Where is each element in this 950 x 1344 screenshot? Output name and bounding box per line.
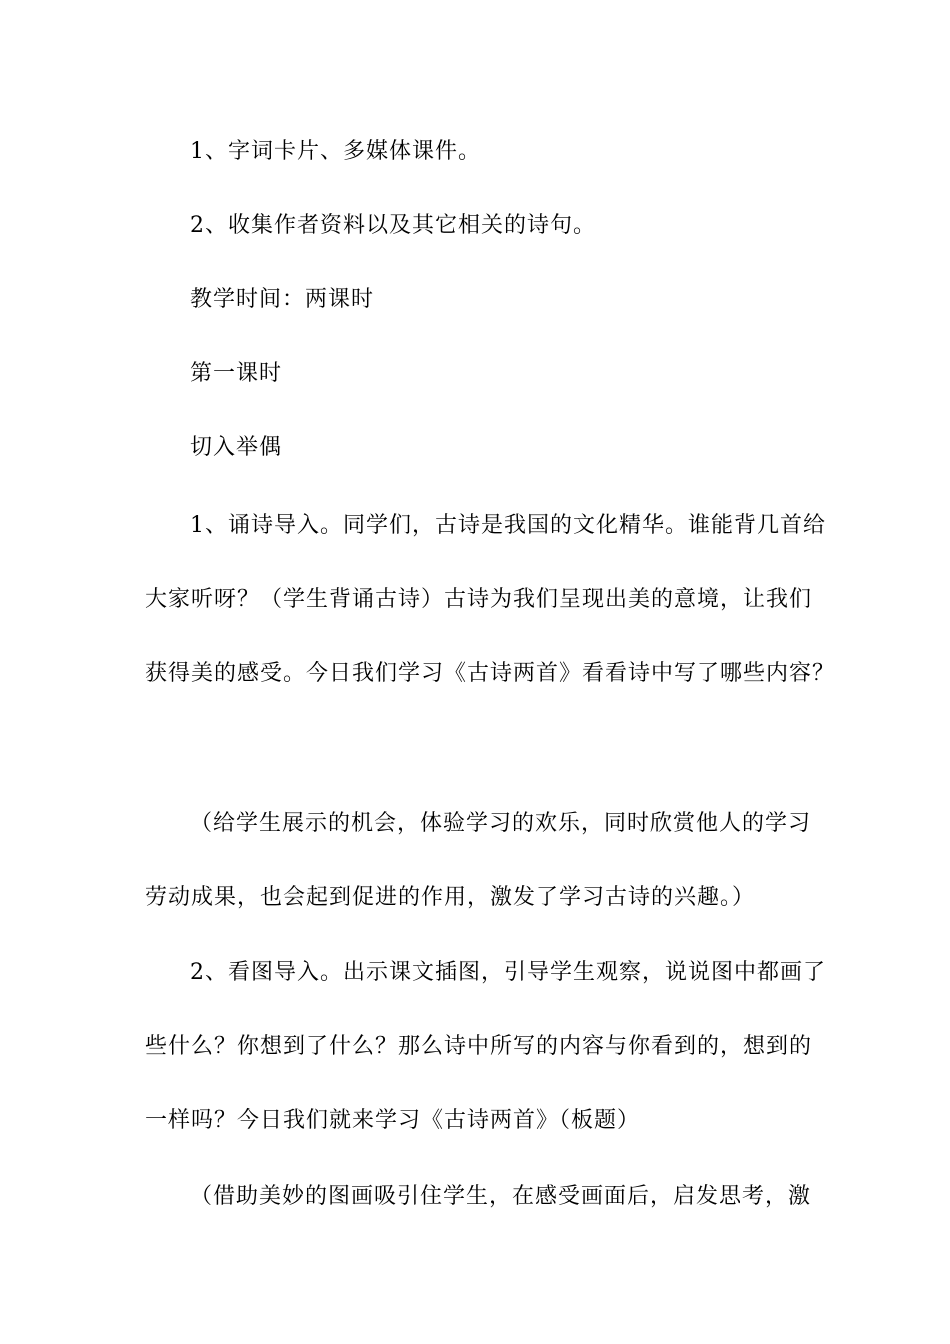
teaching-time: 教学时间：两课时	[190, 287, 375, 312]
paragraph-line: 些什么？你想到了什么？那么诗中所写的内容与你看到的，想到的	[145, 1034, 813, 1059]
paragraph-line: 劳动成果，也会起到促进的作用，激发了学习古诗的兴趣。）	[145, 885, 756, 910]
lesson-heading: 第一课时	[190, 361, 283, 386]
paragraph-line: 一样吗？今日我们就来学习《古诗两首》（板题）	[145, 1108, 641, 1133]
paragraph-line: （给学生展示的机会，体验学习的欢乐，同时欣赏他人的学习	[190, 811, 812, 836]
paragraph-line: 获得美的感受。今日我们学习《古诗两首》看看诗中写了哪些内容？	[145, 661, 836, 686]
materials-item-1: 1、字词卡片、多媒体课件。	[190, 139, 481, 164]
materials-item-2: 2、收集作者资料以及其它相关的诗句。	[190, 213, 596, 238]
section-heading: 切入举偶	[190, 435, 283, 460]
paragraph-line: 1、诵诗导入。同学们，古诗是我国的文化精华。谁能背几首给	[190, 513, 826, 538]
paragraph-line: 大家听呀？（学生背诵古诗）古诗为我们呈现出美的意境，让我们	[145, 587, 813, 612]
paragraph-line: （借助美妙的图画吸引住学生，在感受画面后，启发思考，激	[190, 1184, 812, 1209]
paragraph-line: 2、看图导入。出示课文插图，引导学生观察，说说图中都画了	[190, 960, 826, 985]
